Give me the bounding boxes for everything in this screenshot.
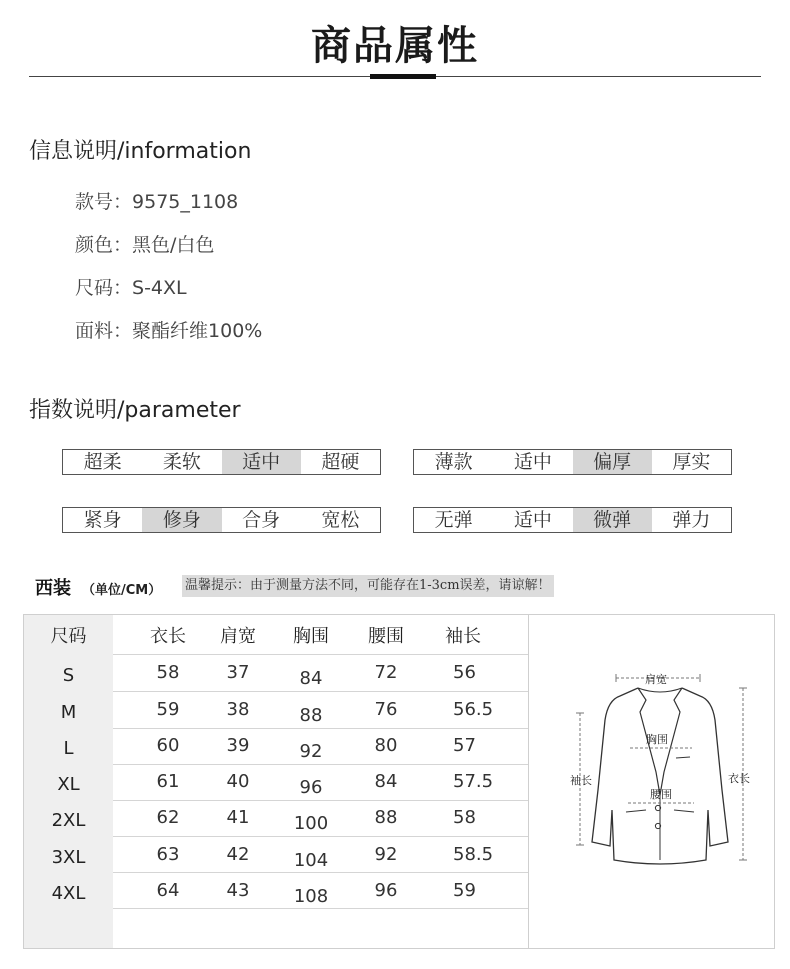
scale-option: 宽松 <box>321 509 360 531</box>
info-value: 黑色/白色 <box>132 234 215 256</box>
scale-option: 薄款 <box>434 451 473 473</box>
row-divider <box>113 872 528 873</box>
thickness-scale <box>413 449 732 475</box>
size-cell: L <box>63 738 74 759</box>
diagram-waist-label: 腰围 <box>650 788 672 801</box>
diagram-sleeve-label: 袖长 <box>570 774 592 787</box>
scale-option: 适中 <box>513 509 552 531</box>
measurement-cell: 63 <box>156 844 180 865</box>
measurement-cell: 96 <box>299 777 323 798</box>
page-title: 商品属性 <box>311 23 479 69</box>
column-header-sleeve: 袖长 <box>445 626 481 647</box>
measurement-cell: 108 <box>293 886 329 907</box>
scale-option: 柔软 <box>162 451 201 473</box>
measurement-cell: 59 <box>453 880 476 901</box>
measurement-cell: 76 <box>374 699 398 720</box>
measurement-cell: 42 <box>226 844 250 865</box>
size-chart-title: 西装 <box>35 578 71 599</box>
info-label: 款号： <box>75 191 133 213</box>
info-label: 颜色： <box>75 234 133 256</box>
info-heading: 信息说明/information <box>29 139 252 164</box>
info-label: 面料： <box>75 320 133 342</box>
measurement-cell: 59 <box>156 699 180 720</box>
measurement-cell: 38 <box>226 699 250 720</box>
measurement-cell: 43 <box>226 880 250 901</box>
scale-option: 无弹 <box>434 509 473 531</box>
scale-option: 偏厚 <box>573 450 652 474</box>
measurement-cell: 92 <box>374 844 398 865</box>
size-cell: 3XL <box>51 847 86 868</box>
scale-option: 厚实 <box>672 451 711 473</box>
scale-option: 紧身 <box>83 509 122 531</box>
row-divider <box>113 800 528 801</box>
info-row-color <box>75 230 214 257</box>
scale-option: 适中 <box>513 451 552 473</box>
size-cell: M <box>60 702 77 723</box>
info-row-style-no <box>75 187 238 214</box>
measurement-cell: 88 <box>374 807 398 828</box>
info-row-fabric <box>75 316 262 343</box>
row-divider <box>113 654 528 655</box>
measurement-cell: 57 <box>453 735 476 756</box>
measurement-cell: 96 <box>374 880 398 901</box>
row-divider <box>113 691 528 692</box>
column-header-shoulder: 肩宽 <box>220 626 256 647</box>
row-divider <box>113 764 528 765</box>
row-divider <box>113 728 528 729</box>
info-value: 9575_1108 <box>132 191 239 213</box>
measurement-cell: 84 <box>374 771 398 792</box>
column-header-length: 衣长 <box>150 626 186 647</box>
suit-measurement-diagram <box>560 660 760 875</box>
measurement-cell: 80 <box>374 735 398 756</box>
scale-option: 弹力 <box>672 509 711 531</box>
column-header-chest: 胸围 <box>293 626 329 647</box>
measurement-cell: 88 <box>299 705 323 726</box>
measurement-cell: 58 <box>453 807 476 828</box>
measurement-cell: 84 <box>299 668 323 689</box>
scale-option: 适中 <box>222 450 301 474</box>
parameter-heading: 指数说明/parameter <box>29 398 241 423</box>
measurement-cell: 57.5 <box>453 771 494 792</box>
measurement-cell: 56 <box>453 662 476 683</box>
measurement-cell: 72 <box>374 662 398 683</box>
measurement-tip: 温馨提示：由于测量方法不同，可能存在1-3cm误差，请谅解！ <box>182 575 554 597</box>
size-cell: S <box>62 665 75 686</box>
scale-option: 微弹 <box>573 508 652 532</box>
scale-option: 合身 <box>242 509 281 531</box>
size-chart-unit: （单位/CM） <box>82 583 162 598</box>
measurement-cell: 37 <box>226 662 250 683</box>
info-row-size <box>75 273 187 300</box>
diagram-chest-label: 胸围 <box>646 733 668 746</box>
scale-option: 超硬 <box>321 451 360 473</box>
fit-scale <box>62 507 381 533</box>
measurement-cell: 61 <box>156 771 180 792</box>
title-accent-bar <box>370 74 436 79</box>
diagram-length-label: 衣长 <box>728 772 750 785</box>
info-value: 聚酯纤维100% <box>132 320 263 342</box>
info-value: S-4XL <box>132 277 187 299</box>
size-cell: 2XL <box>51 810 86 831</box>
measurement-cell: 39 <box>226 735 250 756</box>
diagram-shoulder-label: 肩宽 <box>645 673 667 686</box>
measurement-cell: 100 <box>293 813 329 834</box>
scale-option: 超柔 <box>83 451 122 473</box>
size-cell: XL <box>57 774 80 795</box>
measurement-cell: 104 <box>293 850 329 871</box>
column-header-size: 尺码 <box>50 626 87 647</box>
measurement-cell: 58.5 <box>453 844 494 865</box>
info-label: 尺码： <box>75 277 133 299</box>
scale-option: 修身 <box>142 508 221 532</box>
measurement-cell: 62 <box>156 807 180 828</box>
row-divider <box>113 908 528 909</box>
measurement-cell: 40 <box>226 771 250 792</box>
measurement-cell: 92 <box>299 741 323 762</box>
size-cell: 4XL <box>51 883 86 904</box>
column-header-waist: 腰围 <box>368 626 404 647</box>
measurement-cell: 60 <box>156 735 180 756</box>
table-diagram-divider <box>528 615 529 948</box>
elasticity-scale <box>413 507 732 533</box>
measurement-cell: 41 <box>226 807 250 828</box>
measurement-cell: 58 <box>156 662 180 683</box>
measurement-cell: 56.5 <box>453 699 494 720</box>
row-divider <box>113 836 528 837</box>
measurement-cell: 64 <box>156 880 180 901</box>
softness-scale <box>62 449 381 475</box>
